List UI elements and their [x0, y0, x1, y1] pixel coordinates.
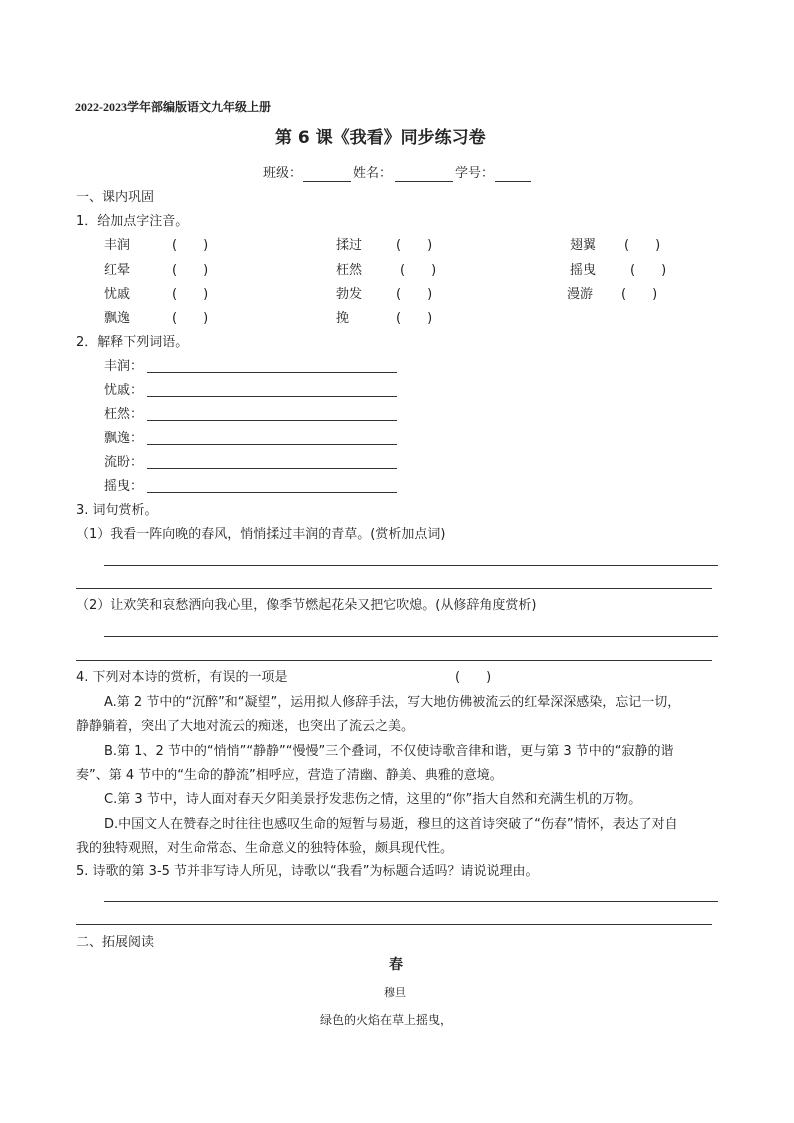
- q4-option-a-line1: A.第 2 节中的“沉醉”和“凝望”，运用拟人修辞手法，写大地仿佛被流云的红晕深深感染，忘记一切，: [104, 695, 681, 710]
- class-label: 班级：: [263, 166, 303, 181]
- word: 挽: [336, 311, 350, 326]
- answer-paren[interactable]: ( ): [396, 287, 433, 302]
- term: 飘逸：: [104, 431, 144, 446]
- q2-label: 2．解释下列词语。: [76, 335, 189, 350]
- name-label: 姓名：: [353, 166, 393, 181]
- answer-paren[interactable]: ( ): [172, 263, 209, 278]
- q3-label: 3. 词句赏析。: [76, 503, 158, 518]
- class-field[interactable]: [303, 181, 351, 182]
- word: 忧戚: [104, 287, 131, 302]
- term: 忧戚：: [104, 383, 144, 398]
- answer-line[interactable]: [104, 565, 718, 566]
- term: 流盼：: [104, 455, 144, 470]
- q3-sub1: （1）我看一阵向晚的春风，悄悄揉过丰润的青草。(赏析加点词): [76, 527, 446, 542]
- answer-paren[interactable]: ( ): [396, 238, 433, 253]
- answer-line[interactable]: [147, 396, 397, 397]
- answer-paren[interactable]: ( ): [400, 263, 437, 278]
- answer-paren[interactable]: ( ): [172, 287, 209, 302]
- q3-sub2: （2）让欢笑和哀愁洒向我心里，像季节燃起花朵又把它吹熄。(从修辞角度赏析): [76, 598, 537, 613]
- answer-line[interactable]: [76, 588, 712, 589]
- word: 勃发: [336, 287, 363, 302]
- answer-line[interactable]: [147, 372, 397, 373]
- q4-option-d-line2: 我的独特观照，对生命常态、生命意义的独特体验，颇具现代性。: [76, 841, 454, 856]
- q4-option-c: C.第 3 节中，诗人面对春天夕阳美景抒发悲伤之情，这里的“你”指大自然和充满生机的万物。: [104, 792, 642, 807]
- q5-label: 5. 诗歌的第 3-5 节并非写诗人所见，诗歌以“我看”为标题合适吗？请说说理由。: [76, 864, 539, 879]
- answer-line[interactable]: [104, 636, 718, 637]
- answer-paren[interactable]: ( ): [624, 238, 661, 253]
- poem-author: 穆旦: [384, 987, 406, 999]
- q1-label: 1．给加点字注音。: [76, 214, 189, 229]
- student-id-label: 学号：: [455, 166, 495, 181]
- q4-answer-paren[interactable]: ( ): [455, 670, 492, 685]
- answer-paren[interactable]: ( ): [172, 238, 209, 253]
- term: 丰润：: [104, 359, 144, 374]
- term: 摇曳：: [104, 479, 144, 494]
- answer-line[interactable]: [104, 901, 718, 902]
- q4-option-b-line2: 奏”、第 4 节中的“生命的静流”相呼应，营造了清幽、静美、典雅的意境。: [76, 768, 503, 783]
- series-title: 2022-2023学年部编版语文九年级上册: [75, 100, 271, 114]
- section-1-heading: 一、课内巩固: [76, 190, 155, 205]
- word: 枉然: [336, 263, 363, 278]
- answer-line[interactable]: [76, 660, 712, 661]
- answer-line[interactable]: [147, 468, 397, 469]
- answer-line[interactable]: [147, 420, 397, 421]
- word: 揉过: [336, 238, 363, 253]
- q4-label: 4. 下列对本诗的赏析，有误的一项是: [76, 670, 288, 685]
- q4-option-d-line1: D.中国文人在赞春之时往往也感叹生命的短暂与易逝，穆旦的这首诗突破了“伤春”情怀，表达了对自: [104, 817, 678, 832]
- word: 红晕: [104, 263, 131, 278]
- name-field[interactable]: [395, 181, 453, 182]
- poem-line-1: 绿色的火焰在草上摇曳，: [320, 1013, 453, 1027]
- answer-paren[interactable]: ( ): [621, 287, 658, 302]
- answer-line[interactable]: [76, 924, 712, 925]
- answer-line[interactable]: [147, 444, 397, 445]
- word: 飘逸: [104, 311, 131, 326]
- word: 翅翼: [570, 238, 597, 253]
- word: 丰润: [104, 238, 131, 253]
- page-title: 第 6 课《我看》同步练习卷: [275, 128, 486, 148]
- answer-paren[interactable]: ( ): [396, 311, 433, 326]
- poem-title: 春: [389, 957, 403, 973]
- answer-paren[interactable]: ( ): [630, 263, 667, 278]
- q4-option-a-line2: 静静躺着，突出了大地对流云的痴迷，也突出了流云之美。: [76, 719, 415, 734]
- answer-line[interactable]: [147, 492, 397, 493]
- q4-option-b-line1: B.第 1、2 节中的“悄悄”“静静”“慢慢”三个叠词，不仅使诗歌音律和谐，更与第 3 节中的“寂静的谐: [104, 744, 674, 759]
- section-2-heading: 二、拓展阅读: [76, 935, 155, 950]
- answer-paren[interactable]: ( ): [172, 311, 209, 326]
- term: 枉然：: [104, 407, 144, 422]
- student-id-field[interactable]: [495, 181, 531, 182]
- word: 摇曳: [570, 263, 597, 278]
- word: 漫游: [567, 287, 594, 302]
